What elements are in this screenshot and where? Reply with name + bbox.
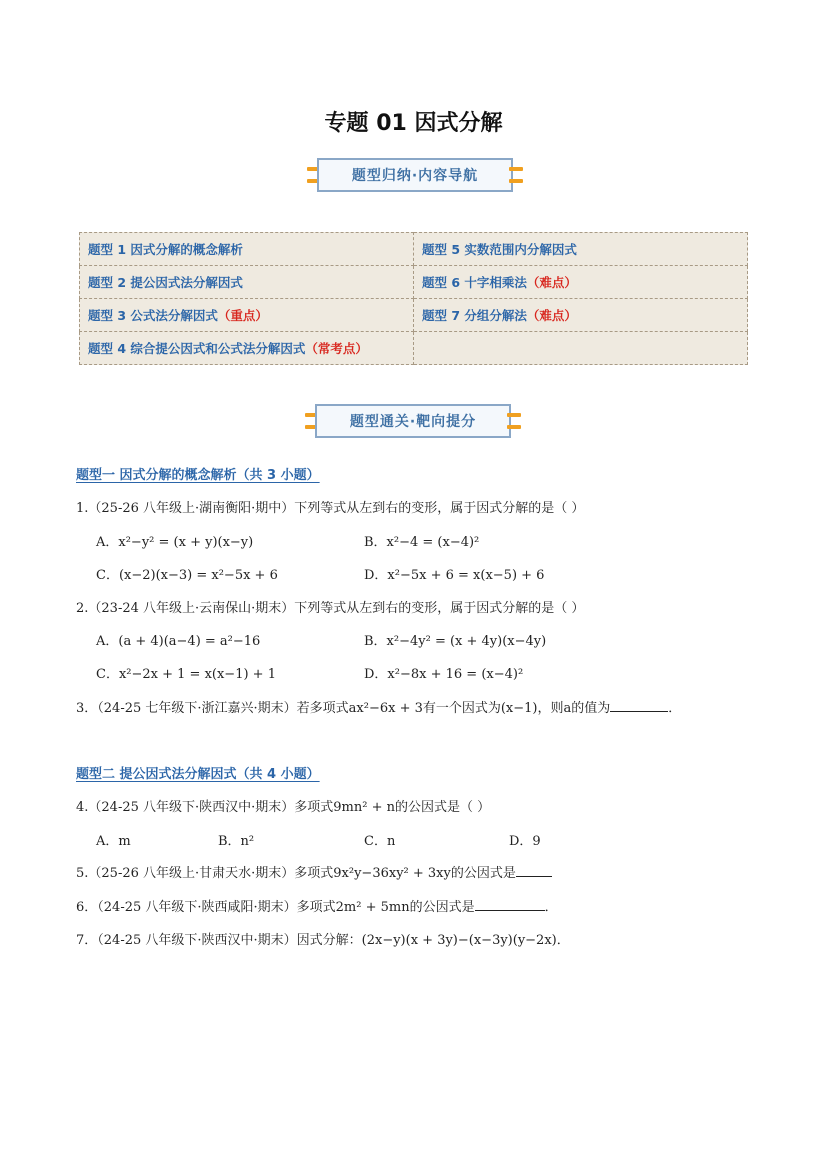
answer-blank[interactable] (610, 699, 668, 712)
q1-option-b[interactable]: B．x²−4 = (x−4)² (364, 535, 480, 550)
q1-option-a[interactable]: A．x²−y² = (x + y)(x−y) (96, 535, 254, 550)
question-6 (76, 896, 558, 915)
answer-blank[interactable] (475, 898, 545, 911)
q2-option-d[interactable]: D．x²−8x + 16 = (x−4)² (364, 667, 524, 682)
topic-navigation-table (79, 232, 748, 365)
banner-decoration-icon (509, 167, 523, 183)
nav-cell[interactable]: 题型 2 提公因式法分解因式 (80, 266, 414, 299)
q1-option-d[interactable]: D．x²−5x + 6 = x(x−5) + 6 (364, 568, 545, 583)
question-3 (76, 697, 681, 716)
question-5-text: 5.（25-26 八年级上·甘肃天水·期末）多项式9x²y−36xy² + 3xy的公因式是 (76, 866, 516, 881)
question-3-end: ． (668, 701, 682, 716)
q4-option-d[interactable]: D．9 (509, 834, 541, 849)
nav-cell[interactable]: 题型 4 综合提公因式和公式法分解因式（常考点） (80, 332, 414, 365)
nav-cell[interactable]: 题型 1 因式分解的概念解析 (80, 233, 414, 266)
nav-cell[interactable]: 题型 6 十字相乘法（难点） (414, 266, 748, 299)
q2-option-c[interactable]: C．x²−2x + 1 = x(x−1) + 1 (96, 667, 276, 682)
q2-option-a[interactable]: A．(a + 4)(a−4) = a²−16 (96, 634, 261, 649)
question-4-stem: 4.（24-25 八年级下·陕西汉中·期末）多项式9mn² + n的公因式是（ ） (76, 800, 491, 815)
nav-row (80, 332, 748, 365)
section-banner-practice (304, 403, 522, 439)
section-banner-overview (306, 157, 524, 193)
nav-row (80, 233, 748, 266)
question-3-text: 3．（24-25 七年级下·浙江嘉兴·期末）若多项式ax²−6x + 3有一个因式为(x−1)，则a的值为 (76, 701, 611, 716)
question-2-stem: 2.（23-24 八年级上·云南保山·期末）下列等式从左到右的变形，属于因式分解的是（ ） (76, 601, 585, 616)
nav-cell[interactable]: 题型 7 分组分解法（难点） (414, 299, 748, 332)
banner-label: 题型归纳·内容导航 (317, 158, 513, 192)
answer-blank[interactable] (516, 864, 552, 877)
q4-option-c[interactable]: C．n (364, 834, 396, 849)
question-7: 7．（24-25 八年级下·陕西汉中·期末）因式分解：(2x−y)(x + 3y)−(x−3y)(y−2x)． (76, 933, 570, 948)
q2-option-b[interactable]: B．x²−4y² = (x + 4y)(x−4y) (364, 634, 547, 649)
question-1-stem: 1.（25-26 八年级上·湖南衡阳·期中）下列等式从左到右的变形，属于因式分解的是（ ） (76, 501, 585, 516)
q1-option-c[interactable]: C．(x−2)(x−3) = x²−5x + 6 (96, 568, 278, 583)
banner-label: 题型通关·靶向提分 (315, 404, 511, 438)
question-5 (76, 862, 552, 881)
banner-decoration-icon (507, 413, 521, 429)
q4-option-b[interactable]: B．n² (218, 834, 255, 849)
nav-cell (414, 332, 748, 365)
nav-row (80, 266, 748, 299)
nav-row (80, 299, 748, 332)
question-6-text: 6．（24-25 八年级下·陕西咸阳·期末）多项式2m² + 5mn的公因式是 (76, 900, 475, 915)
question-6-end: ． (544, 900, 558, 915)
section-heading-1: 题型一 因式分解的概念解析（共 3 小题） (76, 468, 320, 483)
nav-cell[interactable]: 题型 5 实数范围内分解因式 (414, 233, 748, 266)
section-heading-2: 题型二 提公因式法分解因式（共 4 小题） (76, 767, 320, 782)
q4-option-a[interactable]: A．m (96, 834, 131, 849)
nav-cell[interactable]: 题型 3 公式法分解因式（重点） (80, 299, 414, 332)
page-title: 专题 01 因式分解 (324, 111, 503, 136)
